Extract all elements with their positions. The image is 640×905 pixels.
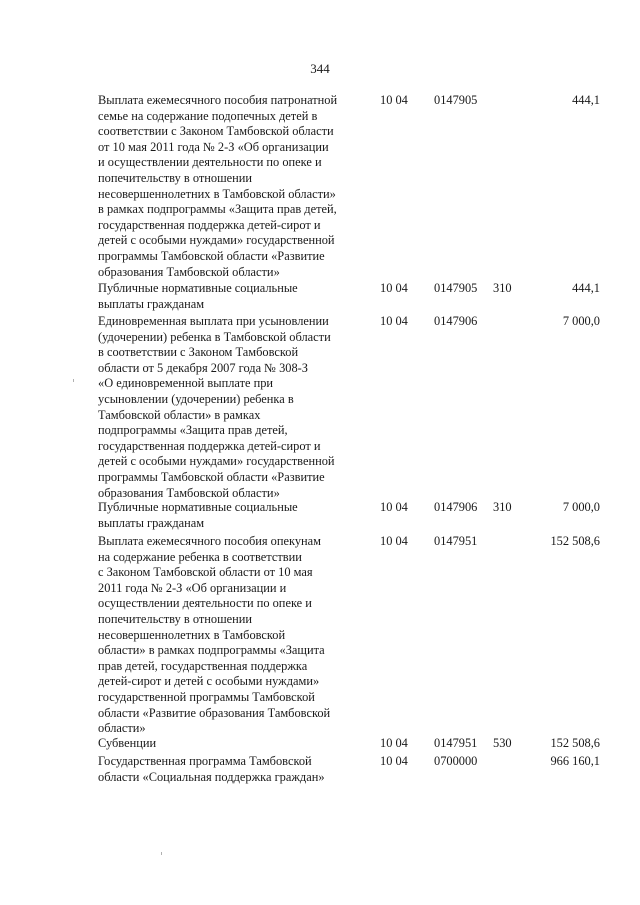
table-row (0, 93, 640, 281)
row-amount: 7 000,0 (562, 500, 600, 514)
row-amount: 966 160,1 (550, 754, 600, 768)
row-description: Выплата ежемесячного пособия патронатной семье на содержание подопечных детей в соответствии с Законом Тамбовской области от 10 мая 2011 года № 2-З «Об организации и осуществлении деятельности по опеке и попечительству в отношении несовершеннолетних в Тамбовской области» в рамках подпрограммы «Защита прав детей, государственная поддержка детей-сирот и детей с особыми нуждами» государственной программы Тамбовской области «Развитие образования Тамбовской области» (98, 93, 338, 279)
page-number: 344 (310, 61, 330, 76)
row-amount: 444,1 (572, 281, 600, 295)
row-target-code: 0147906 (434, 500, 478, 514)
row-target-code: 0700000 (434, 754, 478, 768)
table-row (0, 281, 640, 314)
row-description: Единовременная выплата при усыновлении (удочерении) ребенка в Тамбовской области в соответствии с Законом Тамбовской области от 5 декабря 2007 года № 308-З «О единовременной выплате при усыновлении (удочерении) ребенка в Тамбовской области» в рамках подпрограммы «Защита прав детей, государственная поддержка детей-сирот и детей с особыми нуждами» государственной программы Тамбовской области «Развитие образования Тамбовской области» (98, 314, 335, 500)
budget-table (0, 93, 640, 788)
row-description: Выплата ежемесячного пособия опекунам на содержание ребенка в соответствии с Законом Тамбовской области от 10 мая 2011 года № 2-З «Об организации и осуществлении деятельности по опеке и попечительству в отношении несовершеннолетних в Тамбовской области» в рамках подпрограммы «Защита прав детей, государственная поддержка детей-сирот и детей с особыми нуждами» государственной программы Тамбовской области «Развитие образования Тамбовской области» (98, 534, 331, 736)
row-section-code: 10 04 (380, 93, 408, 107)
row-section-code: 10 04 (380, 754, 408, 768)
row-section-code: 10 04 (380, 736, 408, 750)
row-section-code: 10 04 (380, 281, 408, 295)
row-description: Публичные нормативные социальные выплаты гражданам (98, 500, 298, 530)
table-row (0, 736, 640, 754)
row-target-code: 0147906 (434, 314, 478, 328)
row-description: Государственная программа Тамбовской области «Социальная поддержка граждан» (98, 754, 325, 784)
row-amount: 444,1 (572, 93, 600, 107)
table-row (0, 534, 640, 736)
row-section-code: 10 04 (380, 314, 408, 328)
row-target-code: 0147905 (434, 281, 478, 295)
scan-speck (161, 852, 162, 855)
table-row (0, 314, 640, 500)
row-amount: 7 000,0 (562, 314, 600, 328)
scan-speck (73, 379, 74, 382)
row-expense-type: 310 (493, 500, 512, 514)
row-section-code: 10 04 (380, 534, 408, 548)
row-target-code: 0147951 (434, 736, 478, 750)
table-row (0, 500, 640, 534)
row-expense-type: 310 (493, 281, 512, 295)
row-description: Субвенции (98, 736, 157, 750)
row-amount: 152 508,6 (550, 534, 600, 548)
row-section-code: 10 04 (380, 500, 408, 514)
row-target-code: 0147905 (434, 93, 478, 107)
table-row (0, 754, 640, 788)
row-expense-type: 530 (493, 736, 512, 750)
row-description: Публичные нормативные социальные выплаты гражданам (98, 281, 298, 311)
row-amount: 152 508,6 (550, 736, 600, 750)
row-target-code: 0147951 (434, 534, 478, 548)
